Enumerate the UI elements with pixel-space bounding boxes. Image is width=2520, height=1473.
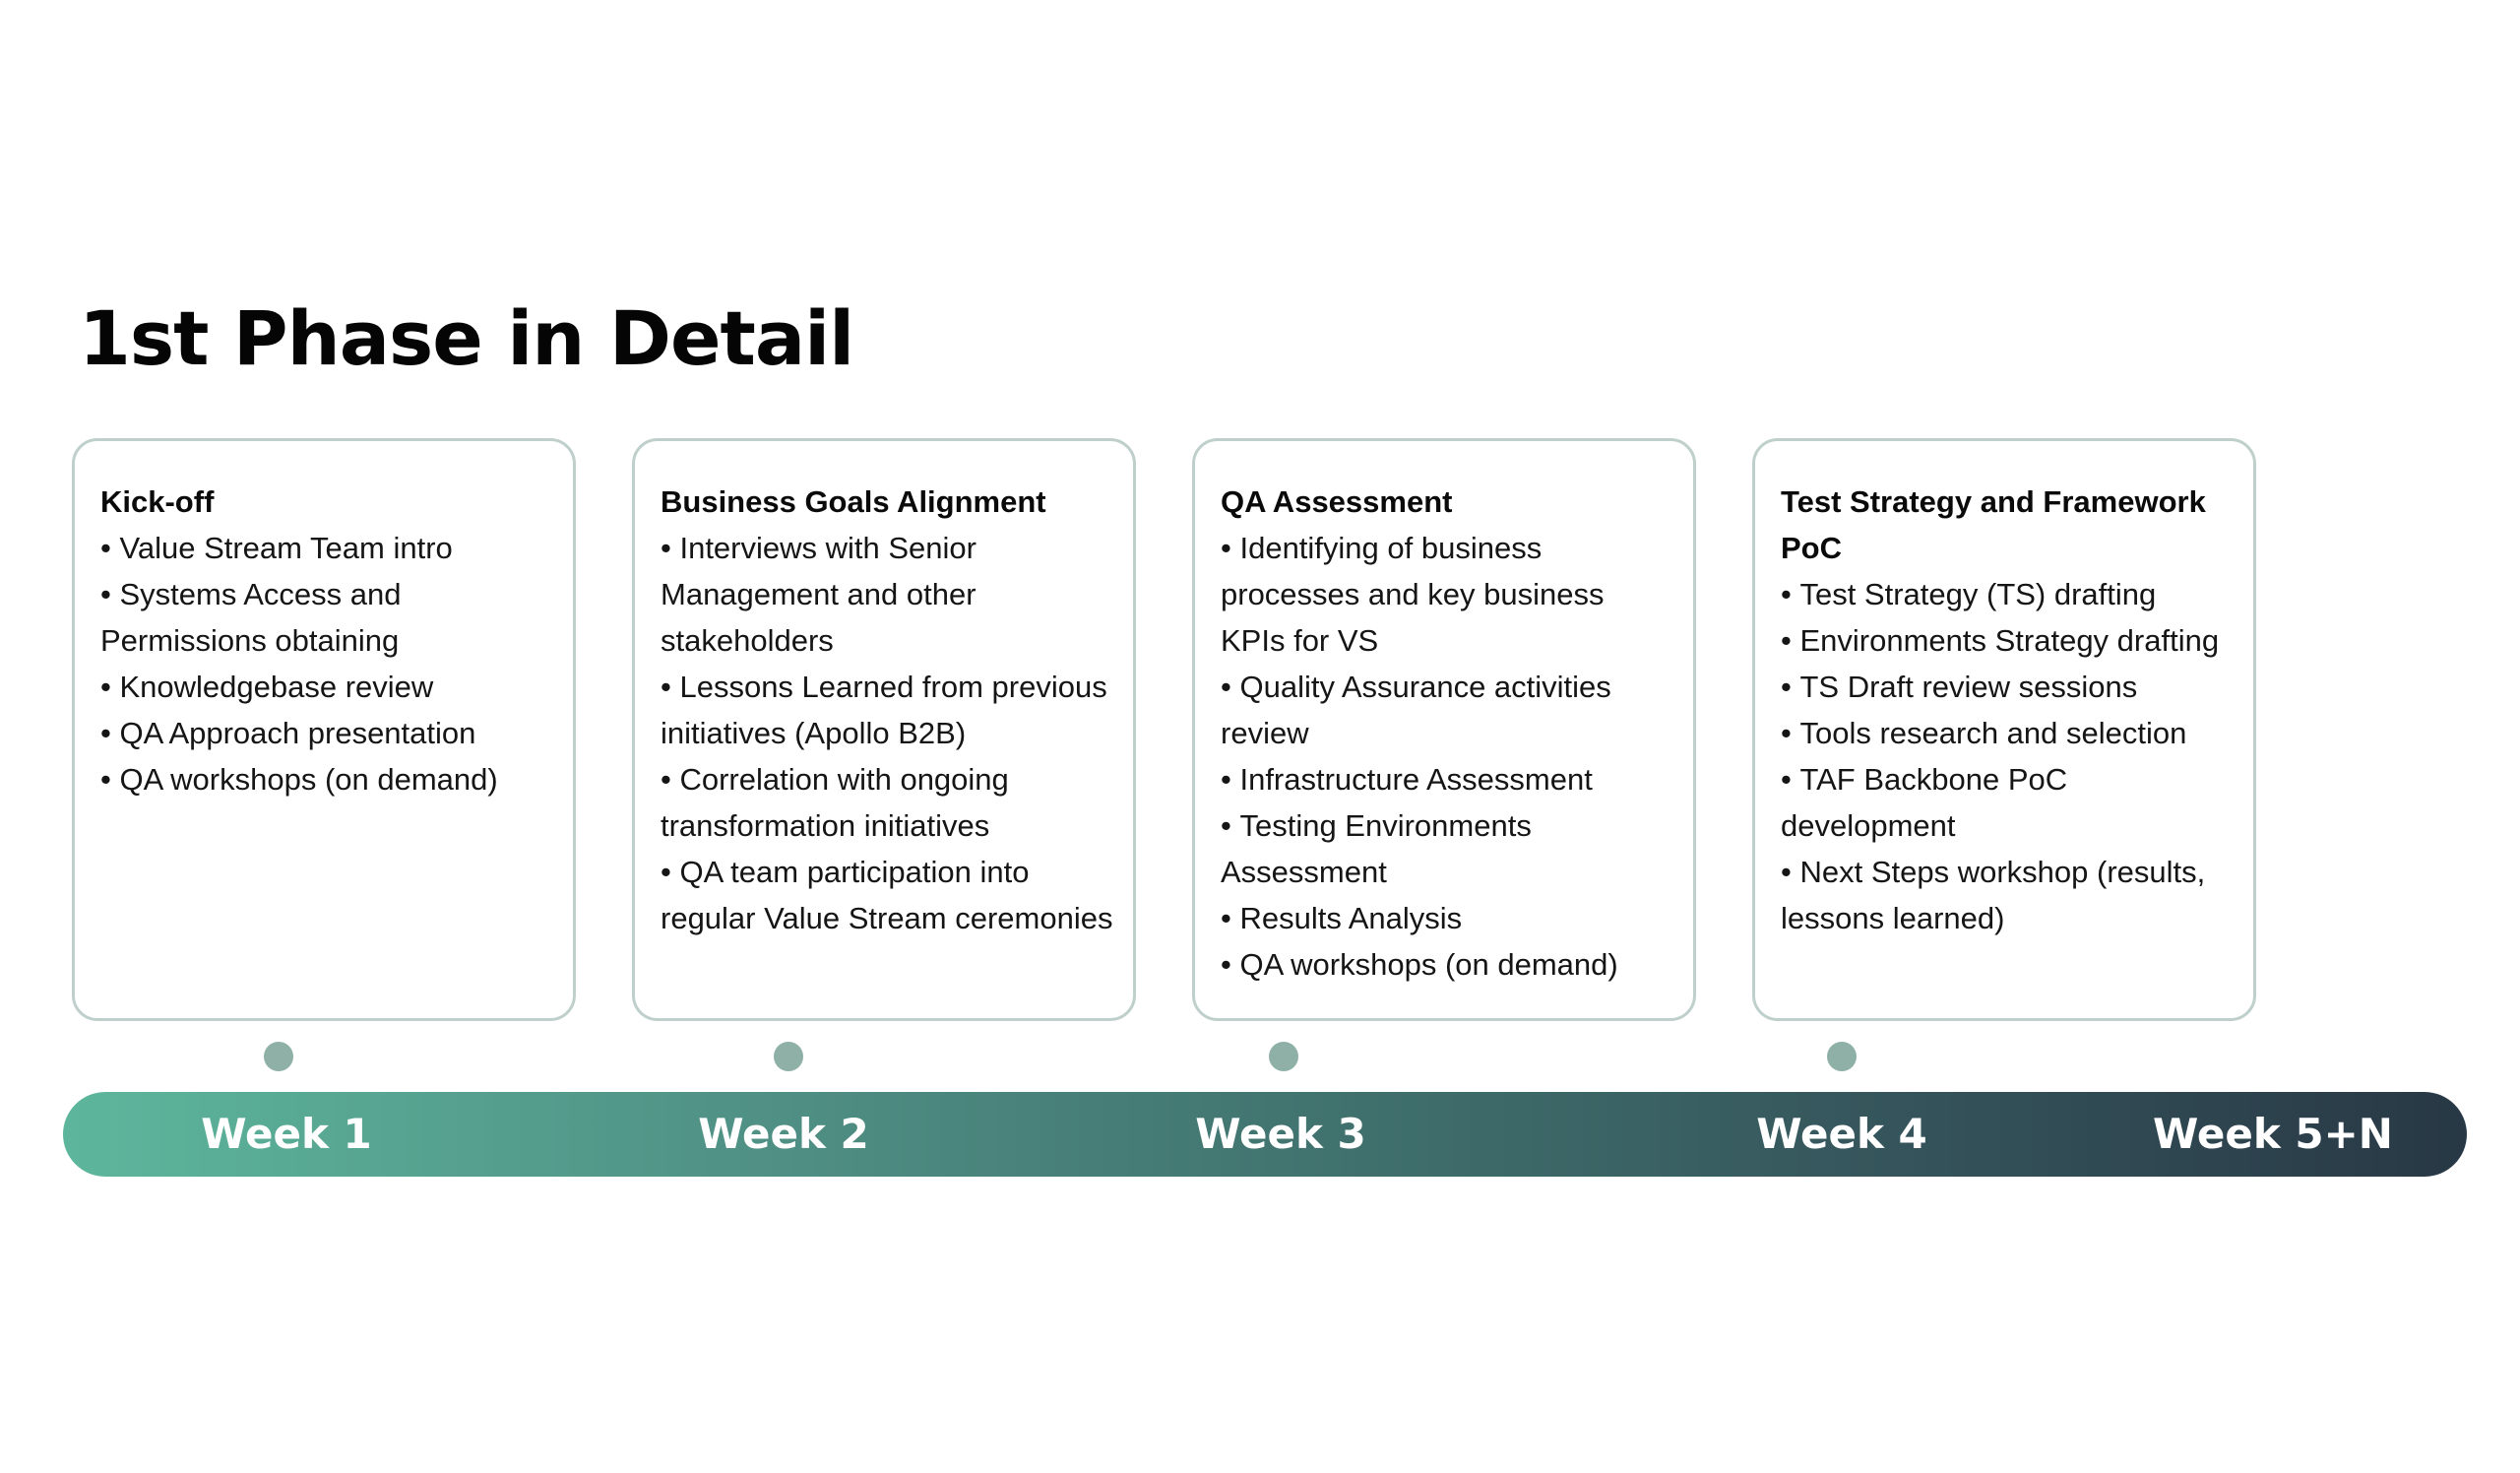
timeline-dot [264, 1042, 293, 1071]
card-title: Business Goals Alignment [661, 484, 1046, 519]
card-title: Kick-off [100, 484, 215, 519]
page-title: 1st Phase in Detail [79, 294, 854, 382]
card-item: • TAF Backbone PoC development [1781, 756, 2234, 849]
phase-card-kick-off [72, 438, 576, 1021]
card-item: • Next Steps workshop (results, lessons learned) [1781, 849, 2234, 941]
card-item: • Systems Access and Permissions obtaining [100, 571, 553, 664]
card-item: • Interviews with Senior Management and other stakeholders [661, 525, 1113, 664]
week-label-1: Week 1 [201, 1110, 372, 1158]
phase-card-qa-assessment [1192, 438, 1696, 1021]
card-item: • Lessons Learned from previous initiatives (Apollo B2B) [661, 664, 1113, 756]
card-item: • QA team participation into regular Value Stream ceremonies [661, 849, 1113, 941]
card-item: • Environments Strategy drafting [1781, 617, 2234, 664]
card-item: • QA workshops (on demand) [1221, 941, 1673, 988]
card-item-list [100, 525, 553, 802]
card-item: • QA workshops (on demand) [100, 756, 553, 802]
card-item: • TS Draft review sessions [1781, 664, 2234, 710]
week-label-2: Week 2 [698, 1110, 869, 1158]
card-item: • Tools research and selection [1781, 710, 2234, 756]
card-item-list [661, 525, 1113, 941]
phase-card-business-goals [632, 438, 1136, 1021]
timeline-dot [1827, 1042, 1857, 1071]
card-item-list [1221, 525, 1673, 988]
card-item: • Results Analysis [1221, 895, 1673, 941]
card-item: • Test Strategy (TS) drafting [1781, 571, 2234, 617]
phase-card-test-strategy [1752, 438, 2256, 1021]
card-item: • Value Stream Team intro [100, 525, 553, 571]
week-label-3: Week 3 [1195, 1110, 1366, 1158]
card-title: QA Assessment [1221, 484, 1453, 519]
card-item: • Quality Assurance activities review [1221, 664, 1673, 756]
card-item: • Infrastructure Assessment [1221, 756, 1673, 802]
card-item: • QA Approach presentation [100, 710, 553, 756]
card-item-list [1781, 571, 2234, 941]
card-item: • Knowledgebase review [100, 664, 553, 710]
week-label-4: Week 4 [1756, 1110, 1927, 1158]
card-item: • Identifying of business processes and key business KPIs for VS [1221, 525, 1673, 664]
timeline-dot [774, 1042, 803, 1071]
timeline-dot [1269, 1042, 1298, 1071]
card-item: • Correlation with ongoing transformation initiatives [661, 756, 1113, 849]
card-item: • Testing Environments Assessment [1221, 802, 1673, 895]
card-title: Test Strategy and Framework PoC [1781, 484, 2206, 565]
week-label-5-plus-n: Week 5+N [2153, 1110, 2393, 1158]
